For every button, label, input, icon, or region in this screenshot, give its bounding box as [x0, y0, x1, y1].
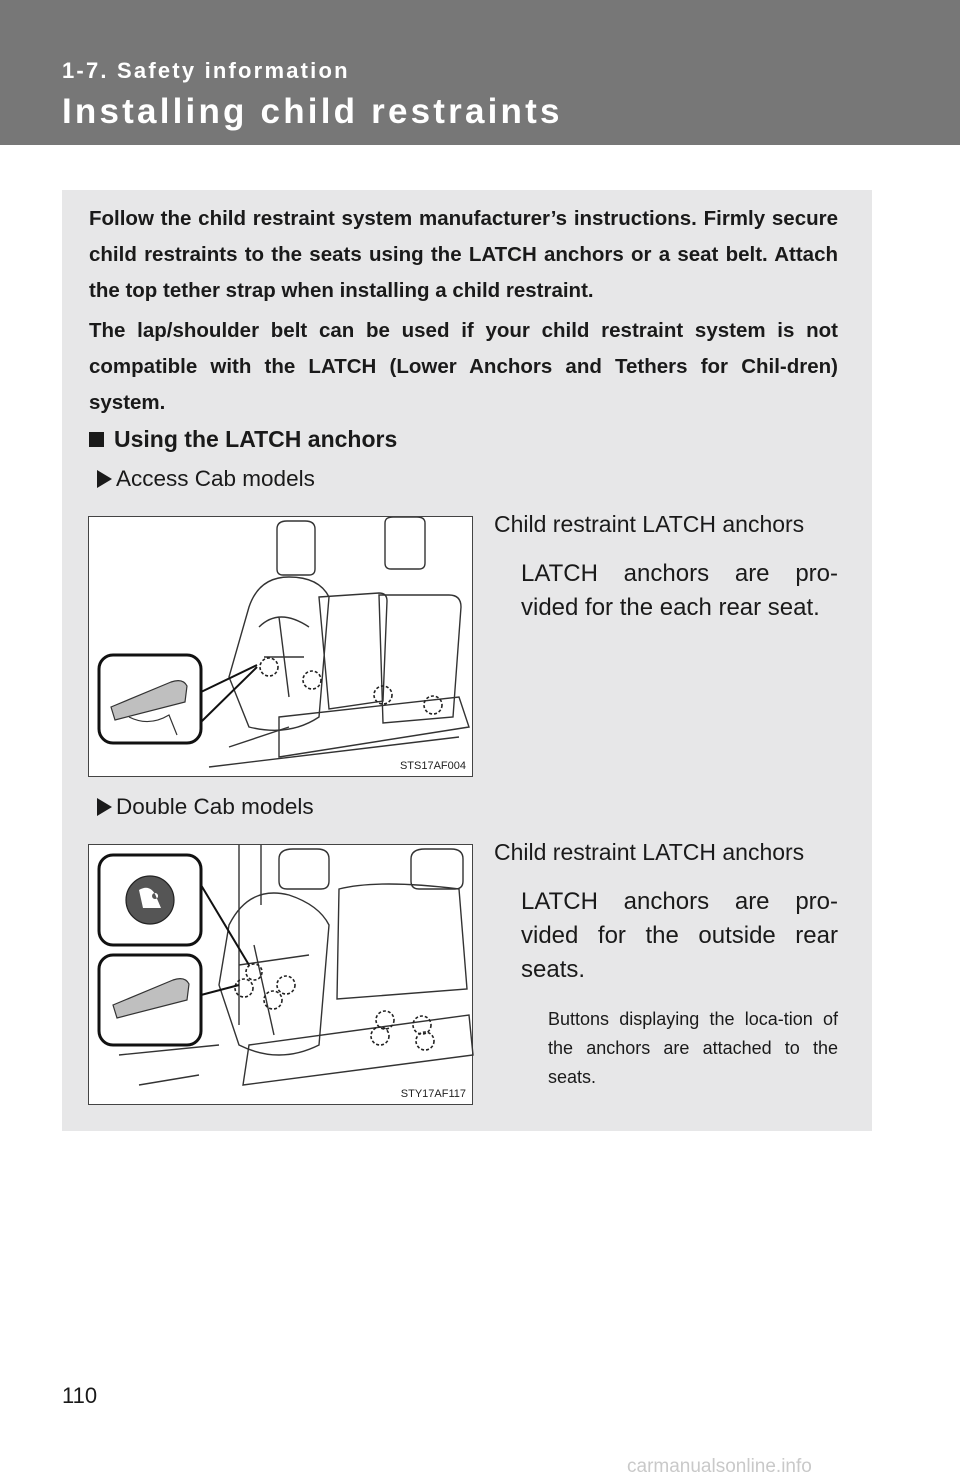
square-bullet-icon — [89, 432, 104, 447]
figure-code: STS17AF004 — [399, 760, 466, 772]
page-number: 110 — [62, 1383, 98, 1408]
double-cab-seat-illustration — [89, 845, 474, 1106]
intro-paragraph-2: The lap/shoulder belt can be used if your child restraint system is not compatible with the LATCH (Lower Anchors and Tethers for Chil-dren) system. — [89, 319, 838, 414]
callout-text-double-cab: LATCH anchors are pro-vided for the outside rear seats. — [521, 888, 838, 983]
callout-title-double-cab: Child restraint LATCH anchors — [494, 839, 805, 865]
triangle-bullet-icon — [97, 470, 112, 488]
section-heading-text: Using the LATCH anchors — [114, 426, 398, 452]
model-label-text: Double Cab models — [116, 794, 314, 819]
page-title: Installing child restraints — [62, 92, 563, 131]
callout-title-access-cab: Child restraint LATCH anchors — [494, 511, 805, 537]
model-label-access-cab — [97, 466, 315, 492]
model-label-text: Access Cab models — [116, 466, 315, 491]
triangle-bullet-icon — [97, 798, 112, 816]
anchor-button-note: Buttons displaying the loca-tion of the anchors are attached to the seats. — [548, 1009, 838, 1087]
watermark: carmanualsonline.info — [627, 1456, 812, 1477]
figure-access-cab — [88, 516, 473, 777]
model-label-double-cab — [97, 794, 314, 820]
figure-code: STY17AF117 — [400, 1088, 466, 1100]
section-label: 1-7. Safety information — [62, 58, 350, 83]
access-cab-seat-illustration — [89, 517, 474, 778]
callout-text-access-cab: LATCH anchors are pro-vided for the each rear seat. — [521, 560, 838, 621]
intro-paragraph-1: Follow the child restraint system manufacturer’s instructions. Firmly secure child restraints to the seats using the LATCH anchors or a seat belt. Attach the top tether strap when installing a child restraint. — [89, 207, 838, 302]
section-heading — [89, 426, 397, 453]
figure-double-cab — [88, 844, 473, 1105]
